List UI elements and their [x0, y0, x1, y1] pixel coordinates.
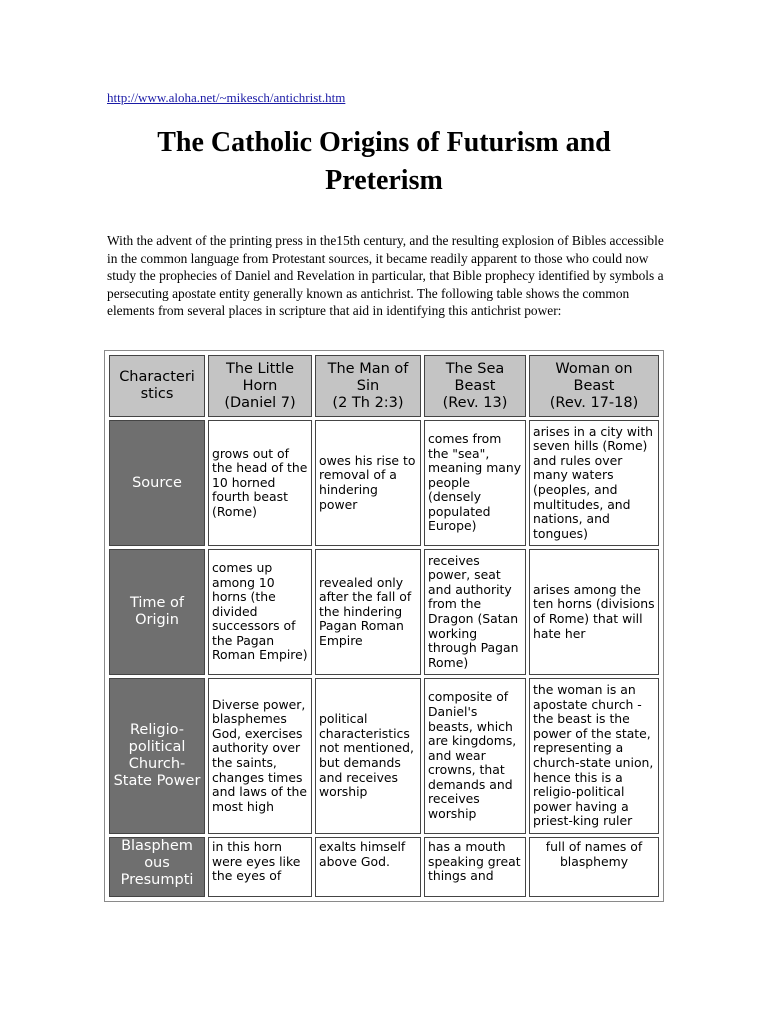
column-header-woman-on-beast: [529, 355, 659, 417]
table-cell: [424, 837, 526, 897]
col-header-line: (Daniel 7): [224, 394, 296, 411]
antichrist-comparison-table: [104, 350, 664, 902]
row-header-time-of-origin: Time of Origin: [109, 549, 205, 675]
table-cell: [315, 837, 421, 897]
table-cell: owes his rise to removal of a hindering power: [315, 420, 421, 546]
table-row-time-of-origin: [109, 549, 659, 675]
table-cell: arises among the ten horns (divisions of Rome) that will hate her: [529, 549, 659, 675]
table-cell: revealed only after the fall of the hindering Pagan Roman Empire: [315, 549, 421, 675]
table-cell: political characteristics not mentioned, but demands and receives worship: [315, 678, 421, 834]
table-header-row: [109, 355, 659, 417]
column-header-little-horn: [208, 355, 312, 417]
col-header-line: Horn: [242, 377, 278, 394]
table-cell: the woman is an apostate church - the beast is the power of the state, representing a church-state union, hence this is a religio-political power having a priest-king ruler: [529, 678, 659, 834]
col-header-line: (Rev. 17-18): [549, 394, 639, 411]
col-header-line: Beast: [454, 377, 496, 394]
cell-text: in this horn were eyes like the eyes of: [212, 839, 301, 884]
table-cell: composite of Daniel's beasts, which are kingdoms, and wear crowns, that demands and receives worship: [424, 678, 526, 834]
cell-text: full of names of blasphemy: [545, 839, 643, 869]
col-header-line: The Sea: [445, 360, 505, 377]
table-cell: arises in a city with seven hills (Rome) and rules over many waters (peoples, and multitudes, and nations, and tongues): [529, 420, 659, 546]
col-header-line: The Man of: [327, 360, 409, 377]
table-row-religio-political: [109, 678, 659, 834]
col-header-line: (Rev. 13): [442, 394, 508, 411]
title-line-1: The Catholic Origins of Futurism and: [157, 127, 611, 158]
table-row-blasphemous: [109, 837, 659, 897]
cell-text: has a mouth speaking great things and: [428, 839, 521, 884]
row-header-source: Source: [109, 420, 205, 546]
column-header-sea-beast: [424, 355, 526, 417]
row-header-label: Blasphem ous Presumpti: [120, 838, 194, 888]
table-row-source: [109, 420, 659, 546]
row-header-religio-political: Religio-political Church-State Power: [109, 678, 205, 834]
col-header-line: The Little: [225, 360, 294, 377]
page-title: [100, 124, 668, 200]
table-cell: receives power, seat and authority from the Dragon (Satan working through Pagan Rome): [424, 549, 526, 675]
intro-paragraph: With the advent of the printing press in the15th century, and the resulting explosion of Bibles accessible in the common language from Protestant sources, it became readily apparent to those who could now study the prophecies of Daniel and Revelation in particular, that Bible prophecy identified by symbols a persecuting apostate entity generally known as antichrist. The following table shows the common elements from several places in scripture that aid in identifying this antichrist power:: [107, 233, 664, 319]
source-url-link[interactable]: http://www.aloha.net/~mikesch/antichrist.htm: [107, 90, 346, 105]
table-cell: comes up among 10 horns (the divided successors of the Pagan Roman Empire): [208, 549, 312, 675]
cell-text: exalts himself above God.: [319, 839, 406, 869]
table-cell: comes from the "sea", meaning many people (densely populated Europe): [424, 420, 526, 546]
col-header-line: Beast: [573, 377, 615, 394]
table-cell: [529, 837, 659, 897]
corner-header: Characteri stics: [109, 355, 205, 417]
col-header-line: Woman on: [555, 360, 633, 377]
table-cell: Diverse power, blasphemes God, exercises authority over the saints, changes times and laws of the most high: [208, 678, 312, 834]
table-cell: grows out of the head of the 10 horned fourth beast (Rome): [208, 420, 312, 546]
row-header-blasphemous: [109, 837, 205, 897]
table-cell: [208, 837, 312, 897]
col-header-line: Sin: [356, 377, 380, 394]
col-header-line: (2 Th 2:3): [332, 394, 404, 411]
column-header-man-of-sin: [315, 355, 421, 417]
title-line-2: Preterism: [325, 165, 443, 196]
